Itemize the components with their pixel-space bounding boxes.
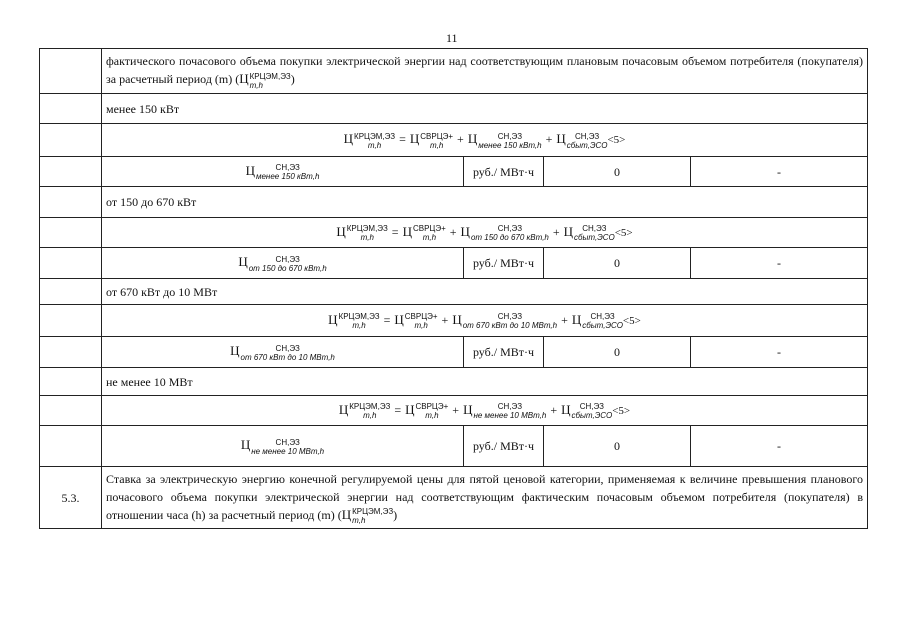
section-title: от 150 до 670 кВт <box>102 187 868 218</box>
empty-number-cell <box>40 396 102 426</box>
extra-value-cell: - <box>691 337 868 368</box>
tariff-value-row <box>40 157 868 187</box>
value-cell: 0 <box>544 426 691 467</box>
tariff-symbol-cell <box>102 337 464 368</box>
intro-text: фактического почасового объема покупки электрической энергии над соответствующим плановым почасовым объемом потребителя (покупателя) за расчетный период (m) ( <box>106 54 863 87</box>
empty-number-cell <box>40 187 102 218</box>
empty-number-cell <box>40 305 102 337</box>
formula-term-1: Ц СВРЦЭ+ m,h <box>394 311 438 330</box>
section-title: менее 150 кВт <box>102 94 868 124</box>
formula-term-1: Ц СВРЦЭ+ m,h <box>405 401 449 420</box>
formula-lhs: Ц КРЦЭМ,ЭЗ m,h <box>328 311 380 330</box>
section-title-row <box>40 279 868 305</box>
unit-cell: руб./ МВт·ч <box>464 248 544 279</box>
tariff-symbol: Ц СН,ЭЗ от 150 до 670 кВт,h <box>238 254 327 273</box>
empty-number-cell <box>40 157 102 187</box>
empty-number-cell <box>40 248 102 279</box>
item-text-cell: Ставка за электрическую энергию конечной регулируемой цены для пятой ценовой категории, применяемая к величине превышения планового почасового объема покупки электрической энергии над соответствующим фактическим почасовым объемом потребителя (покупателя) в отношении часа (h) за расчетный период (m) (Ц КРЦЭМ,ЭЗ m,h ) <box>102 467 868 529</box>
item-5-3-row <box>40 467 868 529</box>
tariff-symbol: Ц СН,ЭЗ от 670 кВт до 10 МВт,h <box>230 343 335 362</box>
formula-term-1: Ц СВРЦЭ+ m,h <box>409 131 454 150</box>
item-text: Ставка за электрическую энергию конечной регулируемой цены для пятой ценовой категории, применяемая к величине превышения планового почасового объема покупки электрической энергии над соответствующим фактическим почасовым объемом потребителя (покупателя) в отношении часа (h) за расчетный период (m) ( <box>106 471 863 522</box>
empty-number-cell <box>40 218 102 248</box>
section-title-row <box>40 94 868 124</box>
formula-term-2: Ц СН,ЭЗ не менее 10 МВт,h <box>463 401 547 420</box>
formula-term-2: Ц СН,ЭЗ от 670 кВт до 10 МВт,h <box>452 311 558 330</box>
unit-cell: руб./ МВт·ч <box>464 157 544 187</box>
empty-number-cell <box>40 426 102 467</box>
empty-number-cell <box>40 337 102 368</box>
price-formula: Ц КРЦЭМ,ЭЗ m,h = Ц СВРЦЭ+ m,h + Ц СН,ЭЗ от 150 до 670 кВт,h + Ц СН,ЭЗ сбыт,ЭСО <5> <box>102 218 868 248</box>
intro-text-cell: фактического почасового объема покупки электрической энергии над соответствующим плановым почасовым объемом потребителя (покупателя) за расчетный период (m) (Ц КРЦЭМ,ЭЗ m,h ) <box>102 49 868 94</box>
unit-cell: руб./ МВт·ч <box>464 426 544 467</box>
formula-lhs: Ц КРЦЭМ,ЭЗ m,h <box>336 223 388 242</box>
formula-row <box>40 124 868 157</box>
empty-number-cell <box>40 49 102 94</box>
extra-value-cell: - <box>691 248 868 279</box>
footnote-ref: <5> <box>622 314 641 327</box>
formula-row <box>40 396 868 426</box>
empty-number-cell <box>40 279 102 305</box>
price-formula: Ц КРЦЭМ,ЭЗ m,h = Ц СВРЦЭ+ m,h + Ц СН,ЭЗ менее 150 кВт,h + Ц СН,ЭЗ сбыт,ЭСО <5> <box>102 124 868 157</box>
section-title: от 670 кВт до 10 МВт <box>102 279 868 305</box>
tariff-value-row <box>40 426 868 467</box>
formula-row <box>40 305 868 337</box>
tariff-symbol-cell <box>102 157 464 187</box>
intro-symbol: Ц КРЦЭМ,ЭЗ m,h <box>239 71 291 90</box>
formula-term-3: Ц СН,ЭЗ сбыт,ЭСО <box>571 311 623 330</box>
item-number: 5.3. <box>40 467 102 529</box>
tariff-value-row <box>40 248 868 279</box>
tariff-symbol: Ц СН,ЭЗ не менее 10 МВт,h <box>240 437 325 456</box>
tariff-symbol: Ц СН,ЭЗ менее 150 кВт,h <box>245 162 320 181</box>
unit-cell: руб./ МВт·ч <box>464 337 544 368</box>
tariff-table <box>39 48 868 529</box>
formula-term-2: Ц СН,ЭЗ менее 150 кВт,h <box>467 131 542 150</box>
formula-term-1: Ц СВРЦЭ+ m,h <box>402 223 446 242</box>
empty-number-cell <box>40 124 102 157</box>
empty-number-cell <box>40 94 102 124</box>
item-symbol: Ц КРЦЭМ,ЭЗ m,h <box>341 506 394 525</box>
value-cell: 0 <box>544 248 691 279</box>
section-title-row <box>40 187 868 218</box>
footnote-ref: <5> <box>614 226 633 239</box>
section-title-row <box>40 368 868 396</box>
empty-number-cell <box>40 368 102 396</box>
footnote-ref: <5> <box>607 134 626 147</box>
tariff-symbol-cell <box>102 426 464 467</box>
intro-row <box>40 49 868 94</box>
tariff-value-row <box>40 337 868 368</box>
formula-lhs: Ц КРЦЭМ,ЭЗ m,h <box>343 131 396 150</box>
extra-value-cell: - <box>691 426 868 467</box>
price-formula: Ц КРЦЭМ,ЭЗ m,h = Ц СВРЦЭ+ m,h + Ц СН,ЭЗ не менее 10 МВт,h + Ц СН,ЭЗ сбыт,ЭСО <5> <box>102 396 868 426</box>
section-title: не менее 10 МВт <box>102 368 868 396</box>
formula-term-3: Ц СН,ЭЗ сбыт,ЭСО <box>556 131 608 150</box>
formula-row <box>40 218 868 248</box>
formula-term-3: Ц СН,ЭЗ сбыт,ЭСО <box>563 223 615 242</box>
value-cell: 0 <box>544 157 691 187</box>
tariff-symbol-cell <box>102 248 464 279</box>
footnote-ref: <5> <box>612 404 631 417</box>
value-cell: 0 <box>544 337 691 368</box>
formula-term-3: Ц СН,ЭЗ сбыт,ЭСО <box>561 401 613 420</box>
page-number: 11 <box>446 31 458 45</box>
formula-lhs: Ц КРЦЭМ,ЭЗ m,h <box>338 401 391 420</box>
extra-value-cell: - <box>691 157 868 187</box>
price-formula: Ц КРЦЭМ,ЭЗ m,h = Ц СВРЦЭ+ m,h + Ц СН,ЭЗ от 670 кВт до 10 МВт,h + Ц СН,ЭЗ сбыт,ЭСО <5> <box>102 305 868 337</box>
formula-term-2: Ц СН,ЭЗ от 150 до 670 кВт,h <box>460 223 549 242</box>
